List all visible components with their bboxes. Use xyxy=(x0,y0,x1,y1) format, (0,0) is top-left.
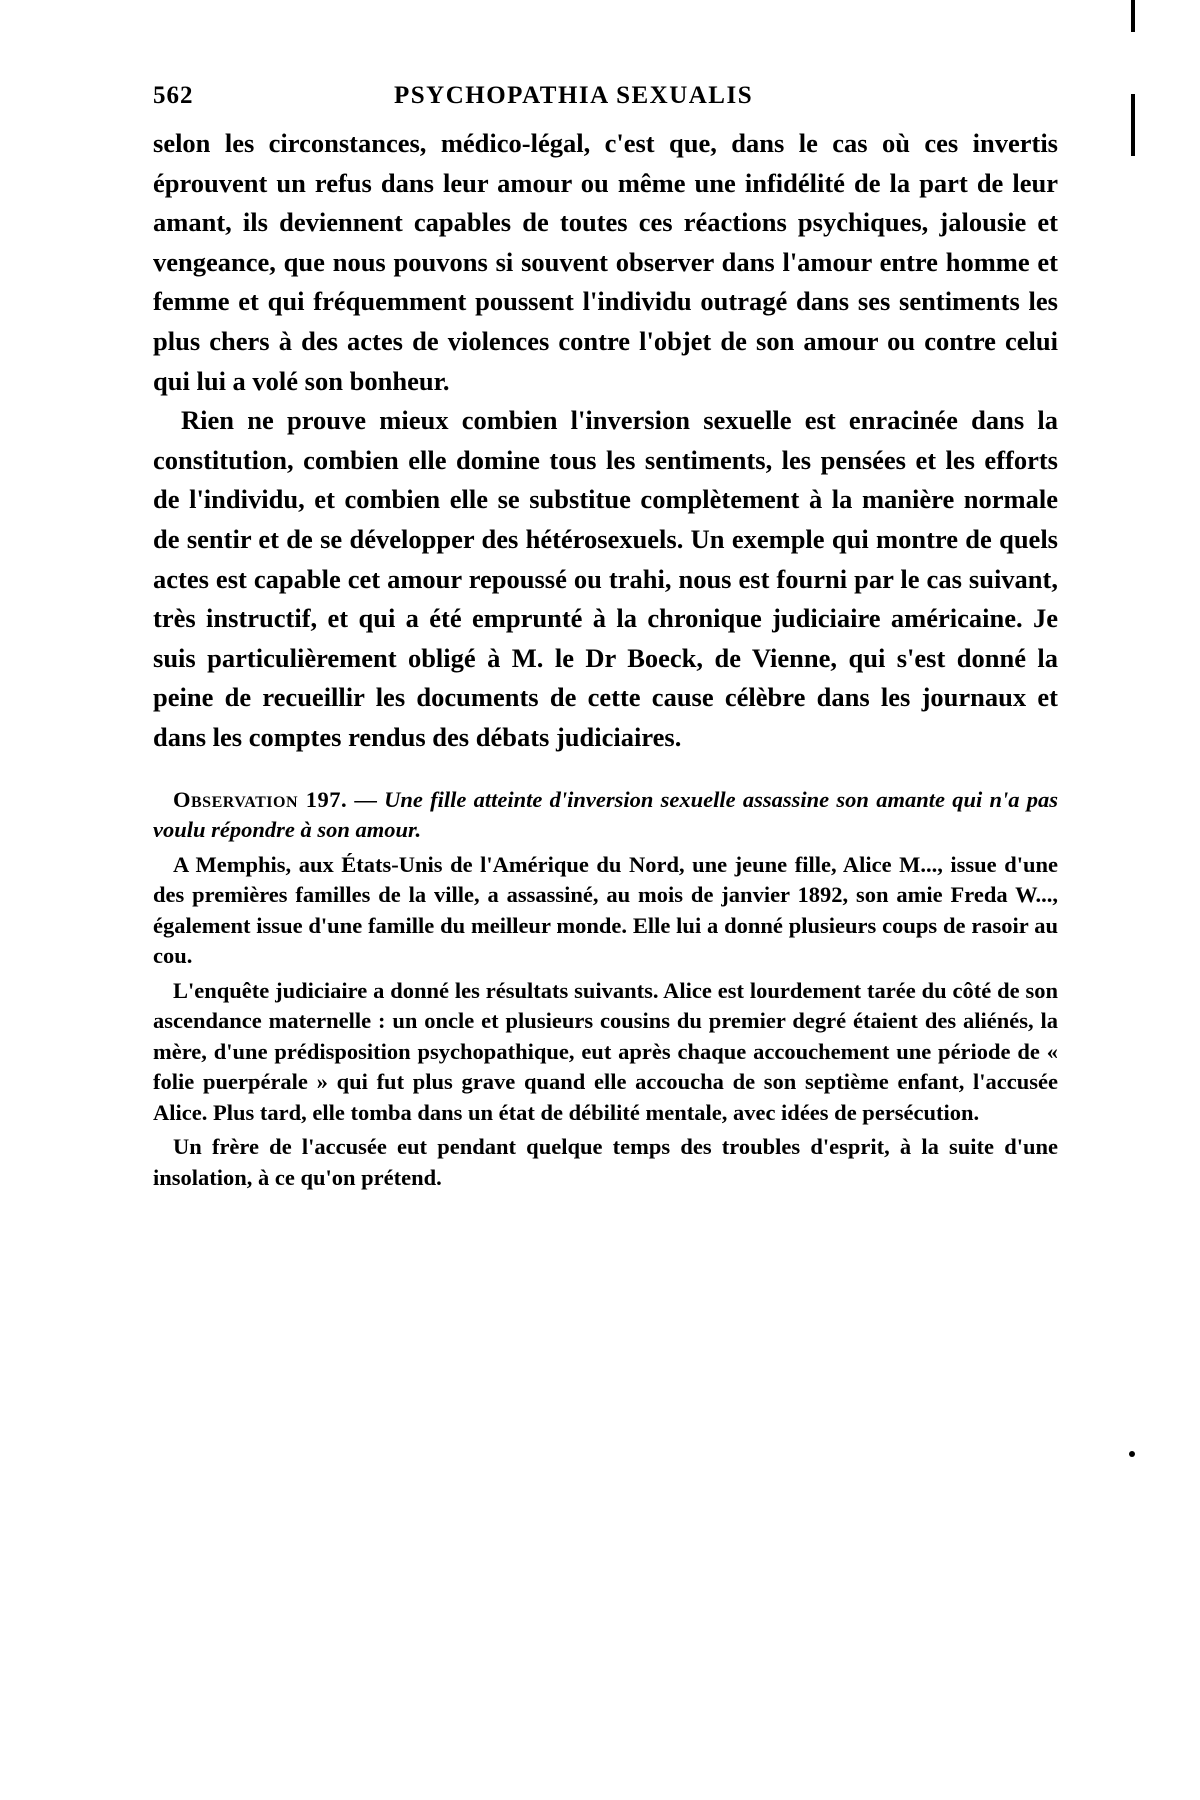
scan-margin-dot xyxy=(1129,1451,1135,1457)
main-text xyxy=(153,124,1058,758)
observation-section xyxy=(153,785,1058,1194)
scan-margin-mark-upper xyxy=(1131,94,1135,156)
scan-margin-mark-top xyxy=(1131,0,1135,32)
observation-paragraph: A Memphis, aux États-Unis de l'Amérique du Nord, une jeune fille, Alice M..., issue d'une des premières familles de la ville, a assassiné, au mois de janvier 1892, son amie Freda W..., également issue d'une famille du meilleur monde. Elle lui a donné plusieurs coups de rasoir au cou. xyxy=(153,851,1058,968)
observation-paragraph: L'enquête judiciaire a donné les résultats suivants. Alice est lourdement tarée du côté de son ascendance maternelle : un oncle et plusieurs cousins du premier degré étaient des aliénés, la mère, d'une prédisposition psychopathique, eut après chaque accouchement une période de « folie puerpérale » qui fut plus grave quand elle accoucha de son septième enfant, l'accusée Alice. Plus tard, elle tomba dans un état de débilité mentale, avec idées de persécution. xyxy=(153,977,1058,1125)
paragraph-continuation: selon les circonstances, médico-légal, c'est que, dans le cas où ces invertis éprouvent un refus dans leur amour ou même une infidélité de la part de leur amant, ils deviennent capables de toutes ces réactions psychiques, jalousie et vengeance, que nous pouvons si souvent observer dans l'amour entre homme et femme et qui fréquemment poussent l'individu outragé dans ses sentiments les plus chers à des actes de violences contre l'objet de son amour ou contre celui qui lui a volé son bonheur. xyxy=(153,128,1058,396)
observation-dash: — xyxy=(347,786,385,812)
observation-label: Observation 197. xyxy=(173,786,348,812)
book-page xyxy=(153,78,1058,1193)
running-title: PSYCHOPATHIA SEXUALIS xyxy=(394,82,754,109)
paragraph: Rien ne prouve mieux combien l'inversion sexuelle est enracinée dans la constitution, combien elle domine tous les sentiments, les pensées et les efforts de l'individu, et combien elle se substitue complètement à la manière normale de sentir et de se développer des hétérosexuels. Un exemple qui montre de quels actes est capable cet amour repoussé ou trahi, nous est fourni par le cas suivant, très instructif, et qui a été emprunté à la chronique judiciaire américaine. Je suis particulièrement obligé à M. le Dr Boeck, de Vienne, qui s'est donné la peine de recueillir les documents de cette cause célèbre dans les journaux et dans les comptes rendus des débats judiciaires. xyxy=(153,405,1058,752)
observation-heading xyxy=(153,785,1058,846)
running-head xyxy=(153,78,1058,118)
observation-paragraph: Un frère de l'accusée eut pendant quelque temps des troubles d'esprit, à la suite d'une insolation, à ce qu'on prétend. xyxy=(153,1134,1058,1190)
page-number: 562 xyxy=(153,82,194,109)
observation-title: Une fille atteinte d'inversion sexuelle assassine son amante qui n'a pas voulu répondre à son amour. xyxy=(153,786,1058,842)
